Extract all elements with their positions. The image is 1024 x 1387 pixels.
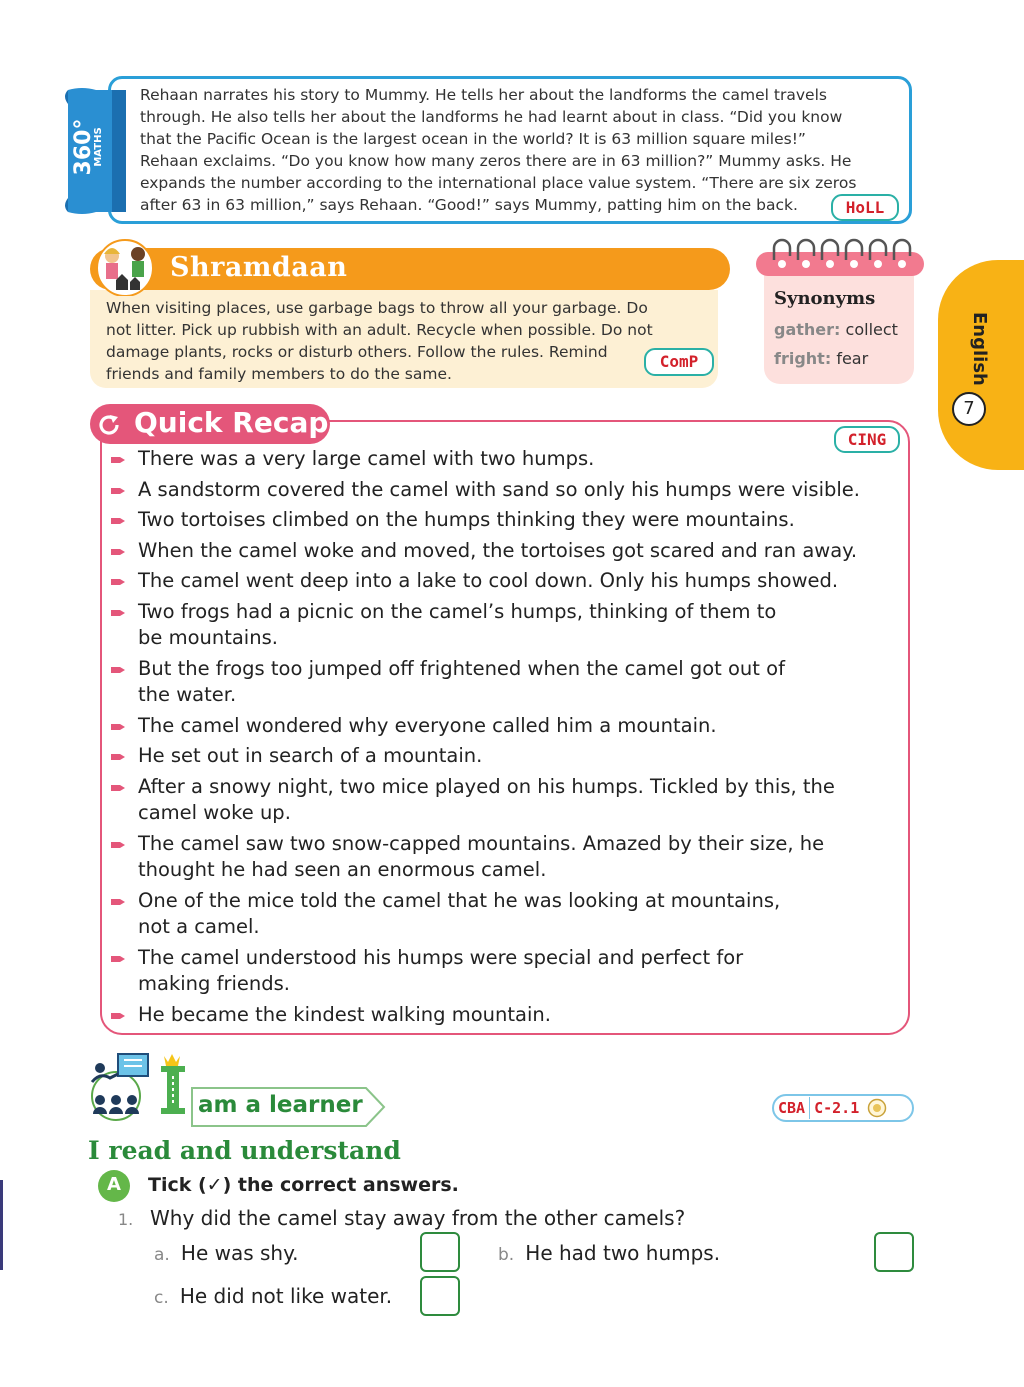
- comp-tag: ComP: [644, 348, 714, 376]
- question-number: 1.: [118, 1210, 134, 1229]
- maths-line: Rehaan exclaims. “Do you know how many zeros there are in 63 million?” Mummy asks. He: [140, 152, 852, 170]
- holl-tag: HoLL: [831, 194, 899, 221]
- learner-label: am a learner: [198, 1092, 363, 1118]
- recap-point-line: But the frogs too jumped off frightened when the camel got out of: [138, 656, 785, 680]
- maths-line: that the Pacific Ocean is the largest ocean in the world? It is 63 million square miles!”: [140, 130, 806, 148]
- recap-point-line: The camel understood his humps were special and perfect for: [138, 945, 744, 969]
- quick-recap-title: Quick Recap: [134, 406, 329, 439]
- shramdaan-line: friends and family members to do the same.: [106, 365, 452, 383]
- recap-point-line: He became the kindest walking mountain.: [138, 1002, 551, 1026]
- recap-point-line: The camel went deep into a lake to cool down. Only his humps showed.: [138, 569, 839, 592]
- recap-point-line: camel woke up.: [138, 801, 291, 824]
- recap-point: [108, 713, 908, 740]
- pencil-bullet-icon: [110, 515, 126, 527]
- maths-line: expands the number according to the international place value system. “There are six zeros: [140, 174, 857, 192]
- recap-point: [108, 656, 908, 709]
- recap-point-line: There was a very large camel with two humps.: [138, 447, 595, 470]
- answer-option-c: [154, 1284, 392, 1308]
- pencil-bullet-icon: [110, 454, 126, 466]
- section-badge: A: [98, 1170, 130, 1202]
- synonym-word: fright:: [774, 349, 832, 368]
- pencil-bullet-icon: [110, 664, 126, 676]
- option-letter: b.: [498, 1245, 515, 1265]
- maths-line: after 63 in 63 million,” says Rehaan. “Good!” says Mummy, patting him on the back.: [140, 196, 798, 214]
- subject-label: English: [969, 312, 990, 386]
- pencil-bullet-icon: [110, 607, 126, 619]
- recap-list: [108, 446, 908, 1032]
- pencil-bullet-icon: [110, 896, 126, 908]
- answer-option-b: [498, 1241, 720, 1265]
- option-text: He had two humps.: [525, 1241, 721, 1265]
- option-letter: a.: [154, 1245, 170, 1265]
- option-text: He was shy.: [180, 1241, 299, 1265]
- recap-point-line: the water.: [138, 683, 237, 706]
- pencil-bullet-icon: [110, 576, 126, 588]
- cing-tag: CING: [834, 426, 900, 453]
- maths-badge-number: 360°: [71, 118, 96, 176]
- recap-point: [108, 774, 908, 827]
- tick-box-b[interactable]: [874, 1232, 914, 1272]
- recap-point-line: Two tortoises climbed on the humps thinking they were mountains.: [138, 508, 795, 531]
- pencil-bullet-icon: [110, 751, 126, 763]
- synonym-meaning: collect: [845, 320, 898, 339]
- recap-point: [108, 599, 908, 652]
- recap-point-line: After a snowy night, two mice played on his humps. Tickled by this, the: [138, 774, 835, 798]
- recap-point: [108, 888, 908, 941]
- pencil-bullet-icon: [110, 546, 126, 558]
- recap-point: [108, 507, 908, 534]
- shramdaan-line: not litter. Pick up rubbish with an adult. Recycle when possible. Do not: [106, 321, 653, 339]
- synonym-item: [774, 349, 868, 368]
- learner-classroom-icon: [88, 1048, 198, 1122]
- recap-point: [108, 743, 908, 770]
- seal-icon: [867, 1098, 887, 1118]
- recap-point: [108, 477, 908, 504]
- page-edge-bar: [0, 1180, 3, 1270]
- recap-point-line: making friends.: [138, 972, 290, 995]
- competency-code: C-2.1: [814, 1099, 860, 1117]
- pencil-bullet-icon: [110, 782, 126, 794]
- shramdaan-paragraph: [106, 297, 686, 385]
- recap-point-line: not a camel.: [138, 915, 260, 938]
- pencil-bullet-icon: [110, 721, 126, 733]
- shramdaan-line: damage plants, rocks or disturb others. Follow the rules. Remind: [106, 343, 608, 361]
- recap-point: [108, 831, 908, 884]
- shramdaan-line: When visiting places, use garbage bags to throw all your garbage. Do: [106, 299, 648, 317]
- children-with-dogs-icon: [90, 236, 160, 296]
- synonyms-title: Synonyms: [774, 288, 876, 309]
- section-heading: I read and understand: [88, 1136, 401, 1165]
- recap-point: [108, 1002, 908, 1029]
- answer-option-a: [154, 1241, 298, 1265]
- recap-point-line: be mountains.: [138, 626, 278, 649]
- recap-point: [108, 446, 908, 473]
- page-number: 7: [952, 392, 986, 426]
- recap-point-line: When the camel woke and moved, the tortoises got scared and ran away.: [138, 538, 858, 562]
- pencil-bullet-icon: [110, 839, 126, 851]
- recap-point-line: One of the mice told the camel that he was looking at mountains,: [138, 888, 781, 912]
- maths-line: Rehaan narrates his story to Mummy. He tells her about the landforms the camel travels: [140, 86, 827, 104]
- shramdaan-title: Shramdaan: [170, 252, 348, 283]
- option-letter: c.: [154, 1288, 169, 1308]
- instruction-text: Tick (✓) the correct answers.: [148, 1174, 459, 1196]
- spiral-rings-icon: [766, 236, 916, 270]
- maths-badge-subject: MATHS: [93, 127, 104, 167]
- maths-paragraph: [140, 84, 880, 216]
- pencil-bullet-icon: [110, 1010, 126, 1022]
- tick-box-a[interactable]: [420, 1232, 460, 1272]
- synonym-item: [774, 320, 898, 339]
- option-text: He did not like water.: [179, 1284, 393, 1308]
- pencil-bullet-icon: [110, 485, 126, 497]
- recap-point: [108, 568, 908, 595]
- recap-point-line: thought he had seen an enormous camel.: [138, 858, 547, 881]
- recap-point-line: Two frogs had a picnic on the camel’s humps, thinking of them to: [138, 599, 777, 623]
- recap-point-line: The camel wondered why everyone called him a mountain.: [138, 713, 717, 737]
- recap-point: [108, 945, 908, 998]
- recap-point-line: A sandstorm covered the camel with sand so only his humps were visible.: [138, 477, 861, 501]
- recap-point: [108, 538, 908, 565]
- tick-box-c[interactable]: [420, 1276, 460, 1316]
- question-text: Why did the camel stay away from the other camels?: [150, 1206, 686, 1230]
- cba-code-box: [772, 1094, 914, 1122]
- maths-line: through. He also tells her about the landforms he had learnt about in class. “Did you know: [140, 108, 843, 126]
- recap-point-line: The camel saw two snow-capped mountains. Amazed by their size, he: [138, 831, 825, 855]
- synonym-meaning: fear: [836, 349, 869, 368]
- recap-point-line: He set out in search of a mountain.: [138, 744, 483, 767]
- cba-label: CBA: [778, 1099, 806, 1117]
- synonym-word: gather:: [774, 320, 841, 339]
- refresh-arrow-icon: [96, 412, 122, 438]
- pencil-bullet-icon: [110, 953, 126, 965]
